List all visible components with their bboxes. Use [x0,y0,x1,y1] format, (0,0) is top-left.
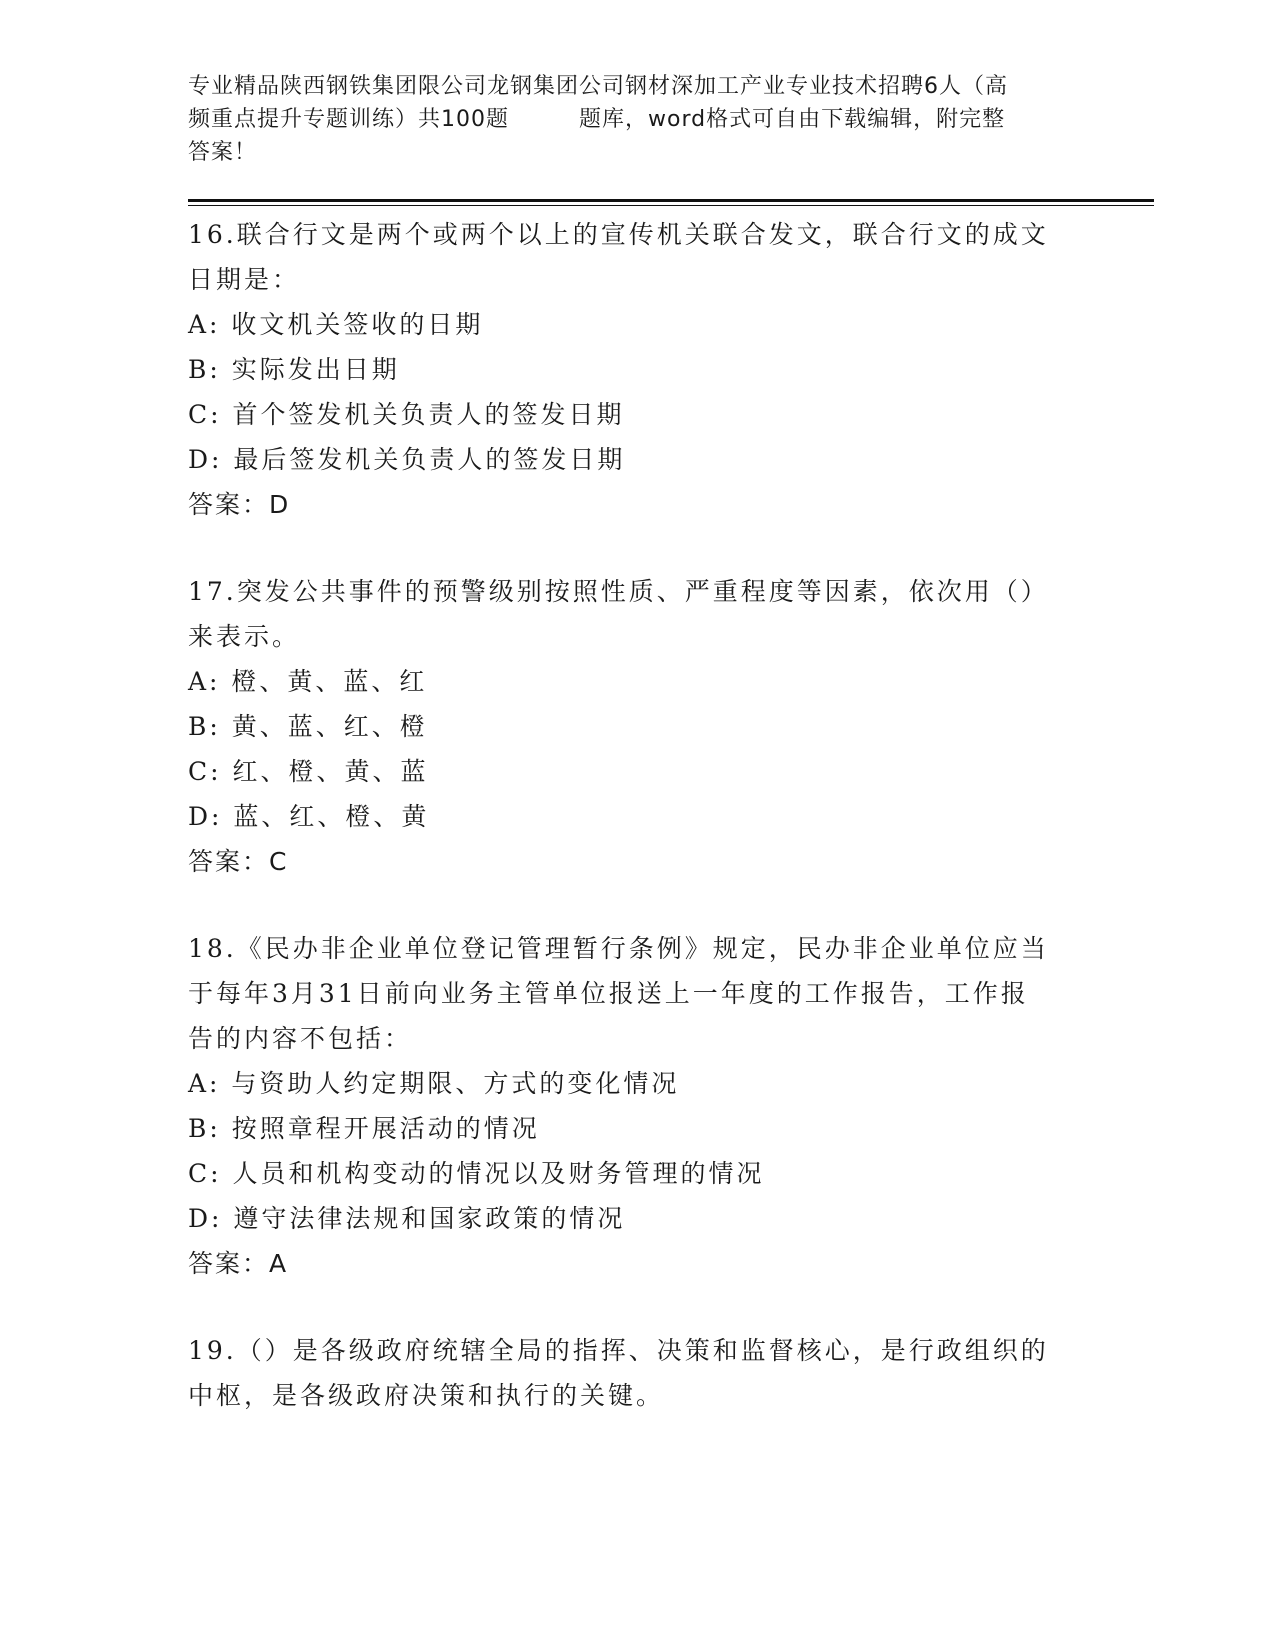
question-stem-line: 日期是： [188,265,301,294]
question-stem [188,926,1088,1061]
question-stem-line: 17.突发公共事件的预警级别按照性质、严重程度等因素，依次用（） [188,577,1049,606]
option-c: C: 红、橙、黄、蓝 [188,757,429,786]
option-a: A: 收文机关签收的日期 [188,310,484,339]
option-a: A: 与资助人约定期限、方式的变化情况 [188,1069,680,1098]
question-stem [188,212,1088,302]
header-line-1: 专业精品陕西钢铁集团限公司龙钢集团公司钢材深加工产业专业技术招聘6人（高 [188,74,1008,99]
question-stem-line: 18.《民办非企业单位登记管理暂行条例》规定，民办非企业单位应当 [188,934,1049,963]
question-stem [188,1328,1088,1418]
answer-label: 答案：D [188,490,291,519]
question-stem-line: 告的内容不包括： [188,1024,413,1053]
question-16 [188,212,1154,527]
question-stem-line: 中枢，是各级政府决策和执行的关键。 [188,1381,665,1410]
option-c: C: 人员和机构变动的情况以及财务管理的情况 [188,1159,765,1188]
option-d: D: 蓝、红、橙、黄 [188,802,430,831]
question-stem [188,569,1088,659]
option-b: B: 按照章程开展活动的情况 [188,1114,540,1143]
document-page [188,70,1154,1418]
option-c: C: 首个签发机关负责人的签发日期 [188,400,625,429]
question-stem-line: 19.（）是各级政府统辖全局的指挥、决策和监督核心，是行政组织的 [188,1336,1049,1365]
question-stem-line: 于每年3月31日前向业务主管单位报送上一年度的工作报告，工作报 [188,979,1029,1008]
question-18 [188,926,1154,1286]
header-line-2-part-a: 频重点提升专题训练）共100题 [188,107,509,132]
question-17 [188,569,1154,884]
header-line-2 [188,103,1088,136]
option-d: D: 遵守法律法规和国家政策的情况 [188,1204,626,1233]
document-header [188,70,1088,169]
header-line-3: 答案！ [188,140,258,165]
header-divider [188,199,1154,206]
answer-label: 答案：A [188,1249,289,1278]
header-line-2-part-b: 题库，word格式可自由下载编辑，附完整 [579,107,1006,132]
option-a: A: 橙、黄、蓝、红 [188,667,428,696]
option-b: B: 黄、蓝、红、橙 [188,712,428,741]
option-b: B: 实际发出日期 [188,355,400,384]
question-19 [188,1328,1154,1418]
option-d: D: 最后签发机关负责人的签发日期 [188,445,626,474]
question-stem-line: 16.联合行文是两个或两个以上的宣传机关联合发文，联合行文的成文 [188,220,1049,249]
answer-label: 答案：C [188,847,289,876]
question-stem-line: 来表示。 [188,622,301,651]
